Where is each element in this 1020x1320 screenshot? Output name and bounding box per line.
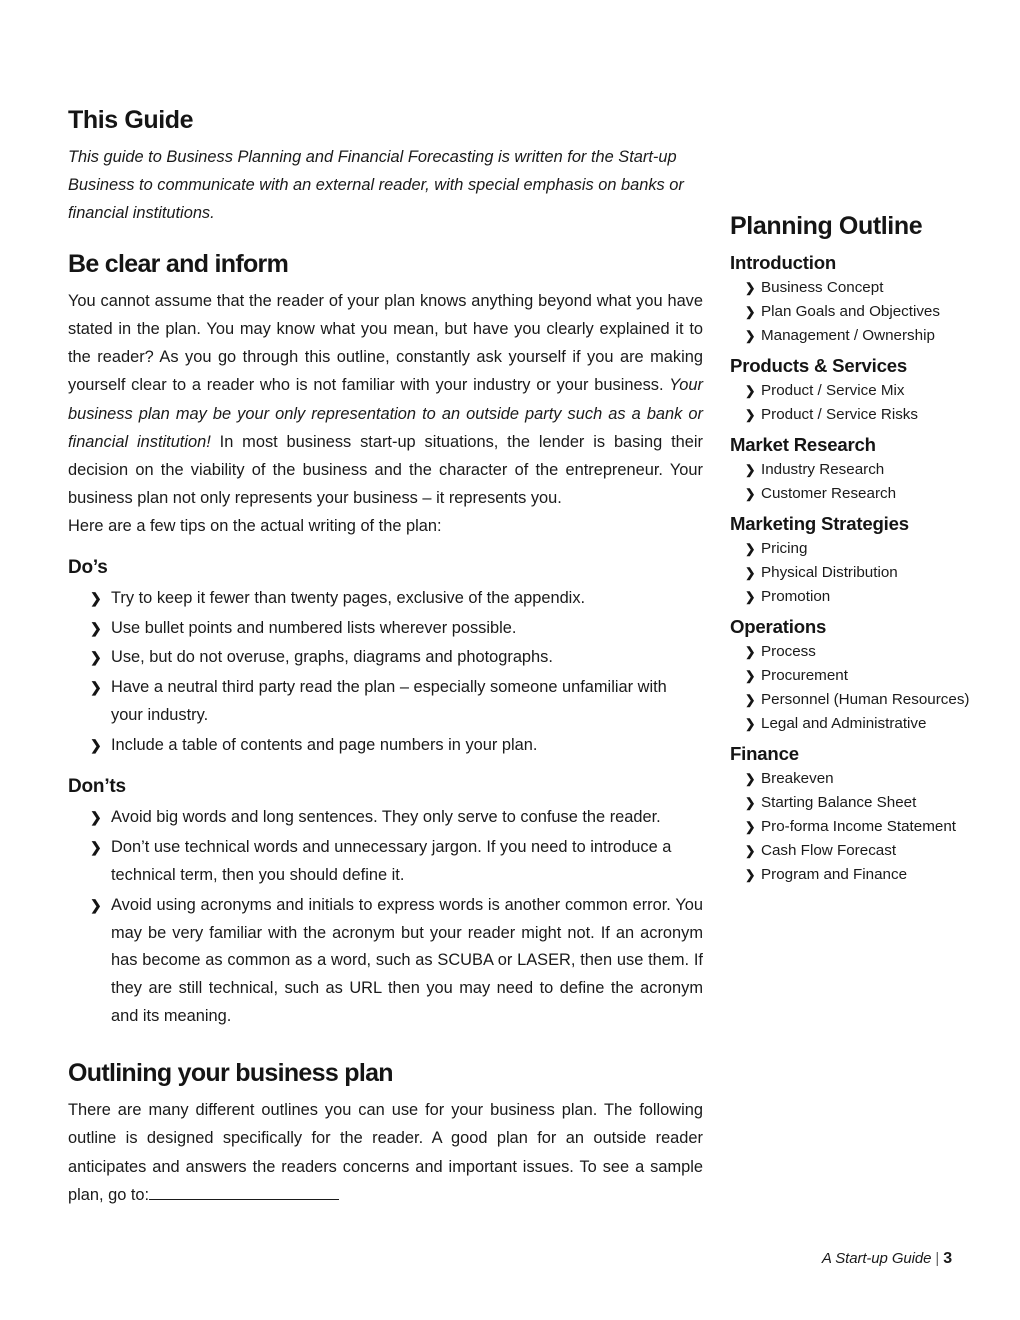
list-item-text: Use bullet points and numbered lists wherever possible. [111,618,517,637]
list-item [90,585,703,613]
chevron-right-icon: ❯ [90,737,102,754]
sidebar-item-business-concept[interactable] [745,276,988,300]
sidebar-group-market-research [730,434,988,506]
list-item [90,615,703,643]
sidebar-item-label: Procurement [761,667,848,685]
chevron-right-icon: ❯ [745,542,756,557]
sidebar-item-pricing[interactable] [745,537,988,561]
footer-separator: | [935,1250,940,1267]
sidebar-group-heading: Market Research [730,434,876,456]
list-item [90,834,703,890]
chevron-right-icon: ❯ [745,590,756,605]
planning-outline-sidebar [730,212,988,894]
chevron-right-icon: ❯ [745,717,756,732]
sidebar-group-list [730,537,988,609]
list-item-text: Have a neutral third party read the plan – especially someone unfamiliar with your industry. [111,678,667,725]
sidebar-group-heading: Operations [730,616,827,638]
heading-dos: Do’s [68,556,108,578]
sidebar-item-process[interactable] [745,640,988,664]
chevron-right-icon: ❯ [745,844,756,859]
chevron-right-icon: ❯ [745,487,756,502]
sidebar-item-label: Physical Distribution [761,564,898,582]
list-item-text: Don’t use technical words and unnecessary jargon. If you need to introduce a technical term, then you should define it. [111,837,672,884]
outlining-paragraph [68,1096,703,1209]
list-item-text: Avoid using acronyms and initials to express words is another common error. You may be very familiar with the acronym but your reader might not. If an acronym has become as common as a word, such as SCUBA or LASER, then use them. If they are still technical, such as URL then you may need to define the acronym and its meaning. [111,895,703,1026]
sidebar-item-product-service-risks[interactable] [745,403,988,427]
heading-donts: Don’ts [68,775,126,797]
list-item-text: Include a table of contents and page numbers in your plan. [111,736,538,755]
sidebar-item-label: Product / Service Risks [761,406,918,424]
sidebar-title: Planning Outline [730,212,923,240]
be-clear-emphasis: Your business plan may be your only representation to an outside party such as a bank or financial institution! [68,376,703,451]
list-item [90,732,703,760]
be-clear-text-part1: You cannot assume that the reader of your plan knows anything beyond what you have stated in the plan. You may know what you mean, but have you clearly explained it to the reader? As you go through this outline, constantly ask yourself if you are making yourself clear to a reader who is not familiar with your industry or your business. [68,291,703,395]
chevron-right-icon: ❯ [745,281,756,295]
sidebar-item-industry-research[interactable] [745,458,988,482]
heading-outlining-your-business-plan: Outlining your business plan [68,1059,393,1088]
sidebar-group-list [730,640,988,736]
chevron-right-icon: ❯ [90,589,102,606]
chevron-right-icon: ❯ [90,679,102,696]
sidebar-group-introduction [730,252,988,348]
sidebar-item-label: Management / Ownership [761,327,935,345]
sidebar-item-management-ownership[interactable] [745,324,988,348]
sidebar-group-list [730,458,988,506]
footer-title: A Start-up Guide [821,1250,932,1267]
sidebar-group-heading: Products & Services [730,355,908,377]
main-content-column [68,106,703,1209]
chevron-right-icon: ❯ [745,669,756,684]
sidebar-item-cash-flow-forecast[interactable] [745,839,988,863]
chevron-right-icon: ❯ [745,566,756,581]
sidebar-item-personnel-human-resources[interactable] [745,688,988,712]
chevron-right-icon: ❯ [745,796,756,811]
chevron-right-icon: ❯ [90,808,102,825]
sidebar-item-plan-goals-and-objectives[interactable] [745,300,988,324]
sidebar-item-label: Industry Research [761,461,885,479]
chevron-right-icon: ❯ [745,408,756,423]
list-item [90,644,703,672]
list-item [90,804,703,832]
chevron-right-icon: ❯ [745,693,756,708]
chevron-right-icon: ❯ [745,820,756,835]
sidebar-item-label: Program and Finance [761,866,908,884]
sidebar-item-breakeven[interactable] [745,767,988,791]
chevron-right-icon: ❯ [90,649,102,666]
dos-list [68,585,703,760]
outlining-text: There are many different outlines you can use for your business plan. The following outline is designed specifically for the reader. A good plan for an outside reader anticipates and answers the readers concerns and important issues. To see a sample plan, go to: [68,1101,703,1204]
sidebar-item-label: Cash Flow Forecast [761,842,897,860]
footer-page-number: 3 [943,1250,952,1267]
sidebar-item-label: Starting Balance Sheet [761,794,917,812]
chevron-right-icon: ❯ [90,619,102,636]
sidebar-item-label: Product / Service Mix [761,382,905,400]
chevron-right-icon: ❯ [745,463,756,478]
sidebar-group-finance [730,743,988,887]
sidebar-item-procurement[interactable] [745,664,988,688]
be-clear-text-part2: In most business start-up situations, the lender is basing their decision on the viability of the business and the character of the entrepreneur. Your business plan not only represents your business – it represents you. [68,432,703,508]
list-item-text: Use, but do not overuse, graphs, diagrams and photographs. [111,648,553,667]
be-clear-paragraph [68,287,703,513]
sidebar-item-program-and-finance[interactable] [745,863,988,887]
sidebar-item-pro-forma-income-statement[interactable] [745,815,988,839]
chevron-right-icon: ❯ [745,384,756,399]
sidebar-group-heading: Marketing Strategies [730,513,909,535]
sidebar-item-label: Customer Research [761,485,897,503]
sidebar-group-heading: Introduction [730,252,837,273]
chevron-right-icon: ❯ [745,329,756,344]
list-item-text: Avoid big words and long sentences. They only serve to confuse the reader. [111,807,661,826]
sidebar-group-products-services [730,355,988,427]
fill-in-blank-rule[interactable] [149,1185,339,1199]
sidebar-group-marketing-strategies [730,513,988,609]
sidebar-item-label: Pricing [761,540,808,558]
list-item [90,892,703,1031]
sidebar-item-label: Plan Goals and Objectives [761,303,940,321]
chevron-right-icon: ❯ [745,868,756,883]
sidebar-item-product-service-mix[interactable] [745,379,988,403]
guide-intro-paragraph: This guide to Business Planning and Financial Forecasting is written for the Start-up Business to communicate with an external reader, with special emphasis on banks or financial institutions. [68,148,684,223]
sidebar-item-label: Personnel (Human Resources) [761,691,970,709]
page-footer [822,1250,952,1268]
chevron-right-icon: ❯ [745,305,756,320]
list-item-text: Try to keep it fewer than twenty pages, exclusive of the appendix. [111,588,586,607]
sidebar-group-list [730,767,988,887]
sidebar-item-legal-and-administrative[interactable] [745,712,988,736]
list-item [90,674,703,730]
sidebar-item-promotion[interactable] [745,585,988,609]
sidebar-item-starting-balance-sheet[interactable] [745,791,988,815]
chevron-right-icon: ❯ [90,896,102,913]
chevron-right-icon: ❯ [745,645,756,660]
page-title-this-guide: This Guide [68,106,194,134]
sidebar-item-label: Business Concept [761,279,884,296]
chevron-right-icon: ❯ [745,772,756,787]
sidebar-item-label: Process [761,643,816,661]
sidebar-item-label: Promotion [761,588,831,606]
sidebar-item-physical-distribution[interactable] [745,561,988,585]
heading-be-clear-and-inform: Be clear and inform [68,249,289,278]
sidebar-group-list [730,379,988,427]
sidebar-item-label: Breakeven [761,770,834,788]
sidebar-item-label: Legal and Administrative [761,715,927,733]
sidebar-group-heading: Finance [730,743,799,765]
sidebar-item-customer-research[interactable] [745,482,988,506]
sidebar-group-operations [730,616,988,736]
donts-list [68,804,703,1031]
sidebar-group-list [730,276,988,348]
chevron-right-icon: ❯ [90,838,102,855]
sidebar-item-label: Pro-forma Income Statement [761,818,956,836]
tips-intro-line: Here are a few tips on the actual writing of the plan: [68,517,442,536]
